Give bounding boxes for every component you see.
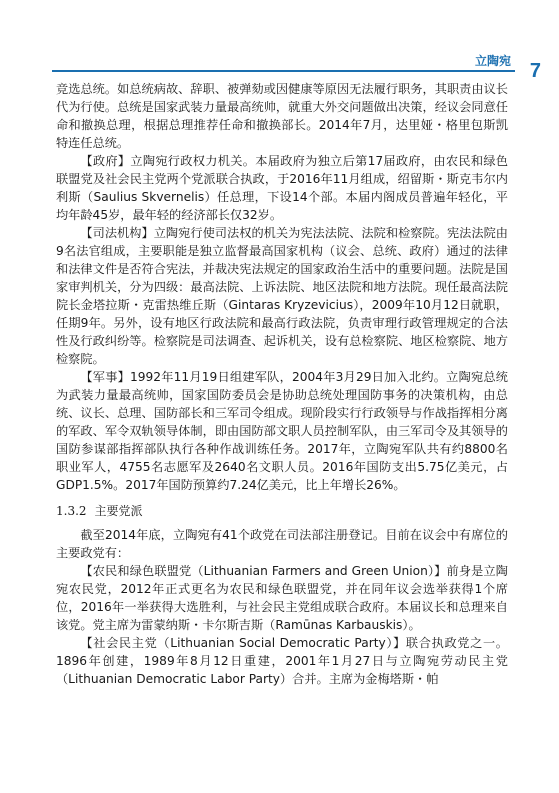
section-heading (56, 502, 508, 520)
page-header (0, 0, 559, 92)
paragraph-group-bottom (56, 526, 508, 688)
chapter-title: 立陶宛 (474, 54, 511, 68)
paragraph: 【司法机构】立陶宛行使司法权的机关为宪法法院、法院和检察院。宪法法院由9名法官组成，主要职能是独立监督最高国家机构（议会、总统、政府）通过的法律和法律文件是否符合宪法，并裁决宪法规定的国家政治生活中的重要问题。法院是国家审判机关，分为四级：最高法院、上诉法院、地区法院和地方法院。现任最高法院院长金塔拉斯・克雷热维丘斯（Gintaras Kryzevicius），2009年10月12日就职，任期9年。另外，设有地区行政法院和最高行政法院，负责审理行政管理规定的合法性及行政纠纷等。检察院是司法调查、起诉机关，设有总检察院、地区检察院、地方检察院。 (56, 226, 508, 366)
header-rule (52, 70, 515, 72)
paragraph: 【社会民主党（Lithuanian Social Democratic Party）】联合执政党之一。1896年创建，1989年8月12日重建，2001年1月27日与立陶宛劳动民主党（Lithuanian Democratic Labor Party）合并。主席为金梅塔斯・帕 (56, 636, 508, 686)
paragraph: 截至2014年底，立陶宛有41个政党在司法部注册登记。目前在议会中有席位的主要政党有： (56, 528, 508, 560)
paragraph-group-top (56, 80, 508, 494)
section-number: 1.3.2 (56, 504, 87, 518)
body-text (56, 80, 508, 688)
paragraph: 【政府】立陶宛行政权力机关。本届政府为独立后第17届政府，由农民和绿色联盟党及社会民主党两个党派联合执政，于2016年11月组成，绍留斯・斯克韦尔内利斯（Saulius Skvernelis）任总理，下设14个部。本届内阁成员普遍年轻化，平均年龄45岁，最年轻的经济部长仅32岁。 (56, 154, 508, 222)
paragraph: 【农民和绿色联盟党（Lithuanian Farmers and Green Union）】前身是立陶宛农民党，2012年正式更名为农民和绿色联盟党，并在同年议会选举获得1个席位，2016年一举获得大选胜利，与社会民主党组成联合政府。本届议长和总理来自该党。党主席为雷蒙纳斯・卡尔斯吉斯（Ramūnas Karbauskis）。 (56, 564, 508, 632)
page-number: 7 (529, 60, 541, 82)
section-title: 主要党派 (94, 504, 143, 518)
paragraph: 竞选总统。如总统病故、辞职、被弹劾或因健康等原因无法履行职务，其职责由议长代为行使。总统是国家武装力量最高统帅，就重大外交问题做出决策，经议会同意任命和撤换总理，根据总理推荐任命和撤换部长。2014年7月，达里娅・格里包斯凯特连任总统。 (56, 82, 508, 150)
paragraph: 【军事】1992年11月19日组建军队，2004年3月29日加入北约。立陶宛总统为武装力量最高统帅，国家国防委员会是协助总统处理国防事务的决策机构，由总统、议长、总理、国防部长和三军司令组成。现阶段实行行政领导与作战指挥相分离的军政、军令双轨领导体制，即由国防部文职人员控制军队，由三军司令及其领导的国防参谋部指挥部队执行各种作战训练任务。2017年，立陶宛军队共有约8800名职业军人，4755名志愿军及2640名文职人员。2016年国防支出5.75亿美元，占GDP1.5%。2017年国防预算约7.24亿美元，比上年增长26%。 (56, 370, 508, 492)
